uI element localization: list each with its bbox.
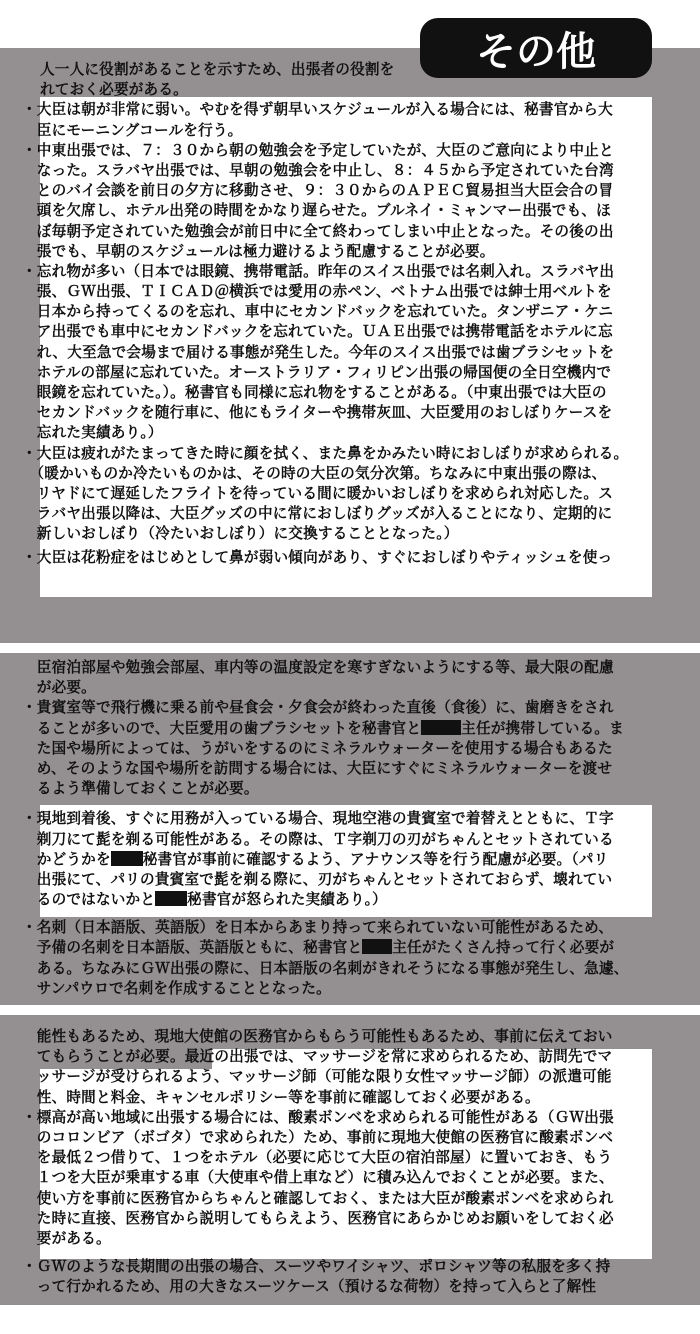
text-line: 剃刀にて髭を剃る可能性がある。その際は、Ｔ字剃刀の刃がちゃんとセットされている (22, 830, 614, 848)
text-segment: 秘書官が事前に確認するよう、アナウンス等を行う配慮が必要。（パリ (142, 850, 609, 868)
text-segment: 予備の名刺を日本語版、英語版ともに、秘書官と (22, 939, 363, 957)
text-line: ・大臣は花粉症をはじめとして鼻が弱い傾向があり、すぐにおしぼりやティッシュを使っ (22, 548, 613, 566)
text-line: 性、時間と料金、キャンセルポリシー等を事前に確認しておく必要がある。 (22, 1088, 540, 1106)
text-line: 忘れた実績あり。） (22, 424, 163, 442)
text-line: 日本から持ってくるのを忘れ、車中にセカンドバックを忘れていた。タンザニア・ケニ (22, 303, 614, 321)
text-line: ッサージが受けられるよう、マッサージ師（可能な限り女性マッサージ師）の派遣可能 (22, 1068, 612, 1086)
text-line: ラバヤ出張以降は、大臣グッズの中に常におしぼりグッズが入ることになり、定期的に (22, 505, 613, 523)
text-line: ・大臣は朝が非常に弱い。やむを得ず朝早いスケジュールが入る場合には、秘書官から大 (22, 101, 613, 119)
text-line: 眼鏡を忘れていた。）。秘書官も同様に忘れ物をすることがある。（中東出張では大臣の (22, 384, 607, 401)
text-line: ・大臣は疲れがたまってきた時に顔を拭く、また鼻をかみたい時におしぼりが求められる。 (22, 444, 629, 462)
text-line: 使い方を事前に医務官からちゃんと確認しておく、または大臣が酸素ボンベを求められ (22, 1189, 614, 1207)
text-line: 臣にモーニングコールを行う。 (22, 121, 243, 139)
text-line: なった。スラバヤ出張では、早朝の勉強会を中止し、８：４５から予定されていた台湾 (22, 161, 614, 179)
text-segment: 主任がたくさん持って行く必要が (392, 939, 615, 957)
text-segment: かどうかを (22, 850, 111, 868)
text-line (22, 1047, 682, 1067)
text-line: ある。ちなみにＧＷ出張の際に、日本語版の名刺がきれそうになる事態が発生し、急遽、 (22, 959, 629, 977)
text-line: ・ＧＷのような長期間の出張の場合、スーツやワイシャツ、ポロシャツ等の私服を多く持 (22, 1258, 611, 1276)
section-tab-label: その他 (476, 27, 596, 75)
section-1-text (22, 60, 682, 568)
text-line: ・貴賓室等で飛行機に乗る前や昼食会・夕食会が終わった直後（食後）に、歯磨きをされ (22, 699, 614, 717)
text-line: た国や場所によっては、うがいをするのにミネラルウォーターを使用する場合もあるた (22, 739, 613, 757)
text-segment: ることが多いので、大臣愛用の歯ブラシセットを秘書官と (22, 719, 422, 737)
text-line: って行かれるため、用の大きなスーツケース（預けるな荷物）を持って入らと了解性 (22, 1278, 597, 1296)
redaction-bar (155, 891, 187, 906)
text-segment: 秘書官が怒られた実績あり。） (187, 891, 387, 909)
redaction-bar (362, 939, 392, 954)
text-line: 臣宿泊部屋や勉強会部屋、車内等の温度設定を寒すぎないようにする等、最大限の配慮 (22, 659, 614, 676)
text-line (22, 850, 682, 870)
text-line: のコロンビア（ボゴタ）で求められた）ため、事前に現地大使館の医務官に酸素ボンベ (22, 1128, 614, 1146)
section-2-text (22, 658, 682, 999)
text-line: ・忘れ物が多い（日本では眼鏡、携帯電話。昨年のスイス出張では名刺入れ。スラバヤ出 (22, 262, 615, 280)
text-line: ホテルの部屋に忘れていた。オーストラリア・フィリピン出張の帰国便の全日空機内で (22, 363, 612, 381)
text-line: １つを大臣が乗車する車（大使車や借上車など）に積み込んでおくことが必要。また、 (22, 1169, 614, 1187)
text-line: （暖かいものか冷たいものかは、その時の大臣の気分次第。ちなみに中東出張の際は、 (22, 464, 607, 482)
text-line: ぼ毎朝予定されていた勉強会が前日中に全て終わってしまい中止となった。その後の出 (22, 222, 614, 240)
text-line: れておく必要がある。 (40, 81, 188, 99)
text-line: 張でも、早朝のスケジュールは極力避けるよう配慮することが必要。 (22, 242, 495, 260)
text-line: 張、ＧＷ出張、ＴＩＣＡＤ＠横浜では愛用の赤ペン、ベトナム出張では紳士用ベルトを (22, 283, 612, 301)
text-line: 出張にて、パリの貴賓室で髭を剃る際に、刃がちゃんとセットされておらず、壊れてい (22, 870, 613, 888)
text-line: を最低２つ借りて、１つをホテル（必要に応じて大臣の宿泊部屋）に置いておき、もう (22, 1149, 613, 1167)
text-line: 能性もあるため、現地大使館の医務官からもらう可能性もあるため、事前に伝えておい (22, 1028, 613, 1045)
text-line: め、そのような国や場所を訪問する場合には、大臣にすぐにミネラルウォーターを渡せ (22, 759, 613, 777)
redaction-bar (421, 720, 461, 735)
text-line (22, 890, 682, 910)
section-3-text (22, 1027, 682, 1297)
text-segment: 最近の出張では、マッサージを常に求められるため、訪問先でマ (184, 1048, 613, 1066)
text-segment: るのではないかと (22, 891, 156, 909)
text-line (22, 938, 682, 958)
text-line: 新しいおしぼり（冷たいおしぼり）に交換することとなった。） (22, 525, 459, 543)
text-line: 人一人に役割があることを示すため、出張者の役割を (40, 61, 395, 78)
text-line: ・現地到着後、すぐに用務が入っている場合、現地空港の貴賓室で着替えとともに、Ｔ字 (22, 810, 614, 828)
text-line: ・標高が高い地域に出張する場合には、酸素ボンベを求められる可能性がある（ＧＷ出張 (22, 1108, 614, 1126)
text-line: が必要。 (22, 679, 96, 697)
redaction-bar (111, 851, 143, 866)
text-segment: てもらうことが必要。 (22, 1048, 185, 1066)
text-line: ア出張でも車中にセカンドバックを忘れていた。ＵＡＥ出張では携帯電話をホテルに忘 (22, 323, 613, 341)
text-line: るよう準備しておくことが必要。 (22, 780, 259, 798)
text-line: 要がある。 (22, 1229, 111, 1247)
text-line (22, 719, 682, 739)
text-line: サンパウロで名刺を作成することとなった。 (22, 979, 331, 997)
text-line: とのバイ会談を前日の夕方に移動させ、９：３０からのＡＰＥＣ貿易担当大臣会合の冒 (22, 182, 614, 200)
text-line: ・中東出張では、７：３０から朝の勉強会を予定していたが、大臣のご意向により中止と (22, 141, 614, 159)
text-segment: 主任が携帯している。ま (461, 719, 624, 737)
text-line: ・名刺（日本語版、英語版）を日本からあまり持って来られていない可能性があるため、 (22, 919, 614, 937)
text-line: リヤドにて遅延したフライトを待っている間に暖かいおしぼりを求められ対応した。ス (22, 484, 614, 502)
text-line: れ、大至急で会場まで届ける事態が発生した。今年のスイス出張では歯ブラシセットを (22, 343, 615, 361)
text-line: セカンドバックを随行車に、他にもライターや携帯灰皿、大臣愛用のおしぼりケースを (22, 404, 613, 422)
text-line: 頭を欠席し、ホテル出発の時間をかなり遅らせた。ブルネイ・ミャンマー出張でも、ほ (22, 202, 611, 220)
text-line: た時に直接、医務官から説明してもらえよう、医務官にあらかじめお願いをしておく必 (22, 1209, 614, 1227)
